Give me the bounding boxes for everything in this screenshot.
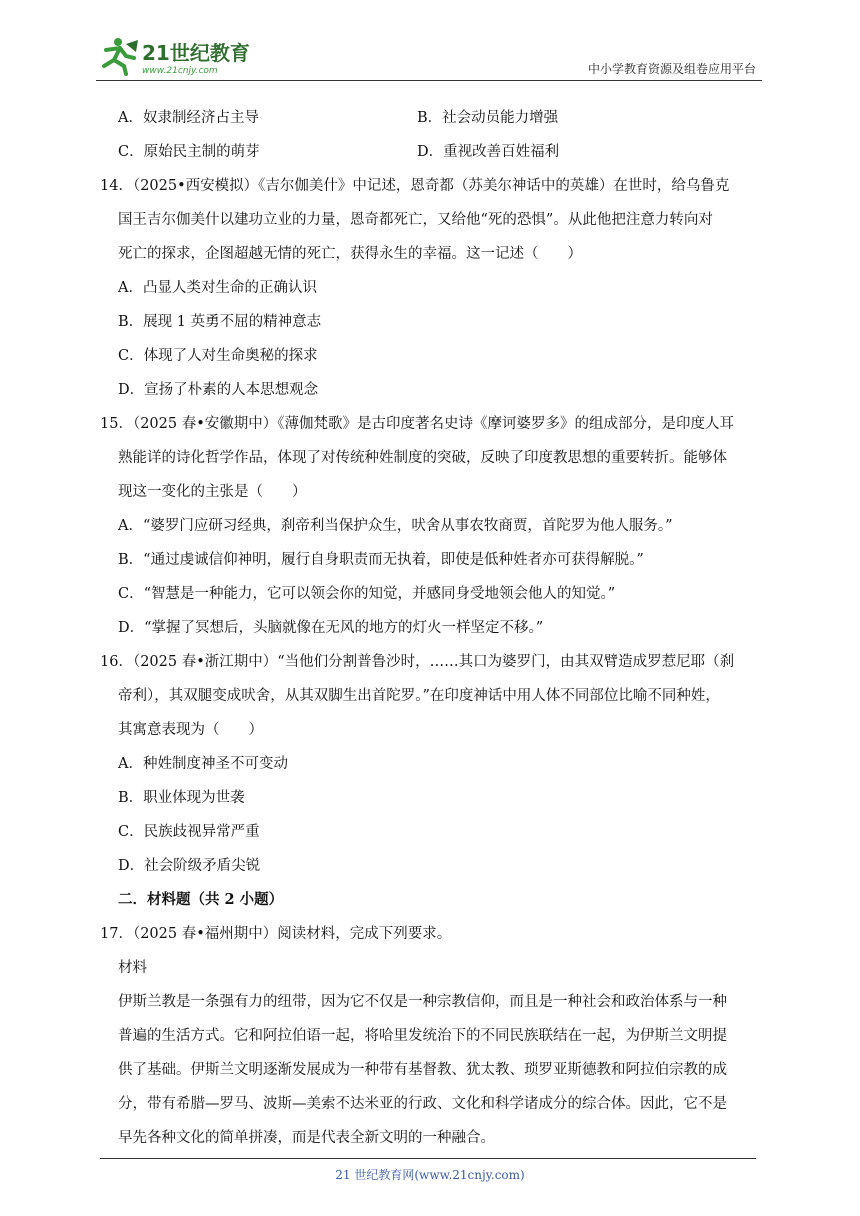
q17-material-line3: 供了基础。伊斯兰文明逐渐发展成为一种带有基督教、犹太教、琐罗亚斯德教和阿拉伯宗教的成 (118, 1062, 727, 1078)
q13-option-d: D．重视改善百姓福利 (417, 144, 560, 160)
q15-option-c: C．“智慧是一种能力，它可以领会你的知觉，并感同身受地领会他人的知觉。” (118, 586, 616, 602)
q16-option-d: D．社会阶级矛盾尖锐 (118, 858, 261, 874)
q16-stem-line3: 其寓意表现为（ ） (118, 722, 263, 738)
q14-option-c: C．体现了人对生命奥秘的探求 (118, 348, 318, 364)
page-header (96, 34, 762, 81)
q17-material-line1: 伊斯兰教是一条强有力的纽带，因为它不仅是一种宗教信仰，而且是一种社会和政治体系与一种 (118, 994, 727, 1010)
q16-option-a: A．种姓制度神圣不可变动 (118, 756, 288, 772)
q15-option-a: A．“婆罗门应研习经典，刹帝利当保护众生，吠舍从事农牧商贾，首陀罗为他人服务。” (118, 518, 673, 534)
q17-material-label: 材料 (118, 960, 147, 976)
q14-option-b: B．展现 1 英勇不屈的精神意志 (118, 314, 322, 330)
q14-option-a: A．凸显人类对生命的正确认识 (118, 280, 317, 296)
q16-option-c: C．民族歧视异常严重 (118, 824, 260, 840)
q17-material-line2: 普遍的生活方式。它和阿拉伯语一起，将哈里发统治下的不同民族联结在一起，为伊斯兰文明提 (118, 1028, 727, 1044)
q17-stem: 17．（2025 春•福州期中）阅读材料，完成下列要求。 (100, 926, 452, 942)
footer-link[interactable]: 21 世纪教育网(www.21cnjy.com) (335, 1168, 525, 1182)
q15-stem-line2: 熟能详的诗化哲学作品，体现了对传统种姓制度的突破，反映了印度教思想的重要转折。能够体 (118, 450, 727, 466)
q14-stem-line2: 国王吉尔伽美什以建功立业的力量，恩奇都死亡，又给他“死的恐惧”。从此他把注意力转向对 (118, 212, 713, 228)
q16-stem-line1: 16．（2025 春•浙江期中）“当他们分割普鲁沙时，……其口为婆罗门，由其双臂造成罗惹尼耶（刹 (100, 654, 735, 670)
q14-stem-line1: 14．（2025•西安模拟）《吉尔伽美什》中记述，恩奇都（苏美尔神话中的英雄）在世时，给乌鲁克 (100, 178, 730, 194)
q14-stem-line3: 死亡的探求，企图超越无情的死亡，获得永生的幸福。这一记述（ ） (118, 246, 582, 262)
q13-option-b: B．社会动员能力增强 (417, 110, 559, 126)
q16-stem-line2: 帝利），其双腿变成吠舍，从其双脚生出首陀罗。”在印度神话中用人体不同部位比喻不同种姓， (118, 688, 720, 704)
q15-option-d: D．“掌握了冥想后，头脑就像在无风的地方的灯火一样坚定不移。” (118, 620, 544, 636)
q17-material-line4: 分，带有希腊—罗马、波斯—美索不达米亚的行政、文化和科学诸成分的综合体。因此，它不是 (118, 1096, 727, 1112)
q15-option-b: B．“通过虔诚信仰神明，履行自身职责而无执着，即使是低种姓者亦可获得解脱。” (118, 552, 644, 568)
platform-name: 中小学教育资源及组卷应用平台 (587, 62, 756, 76)
q13-option-c: C．原始民主制的萌芽 (118, 144, 260, 160)
logo-url-text: www.21cnjy.com (142, 66, 218, 76)
q15-stem-line1: 15．（2025 春•安徽期中）《薄伽梵歌》是古印度著名史诗《摩诃婆罗多》的组成部分，是印度人耳 (100, 416, 735, 432)
footer-divider (100, 1158, 756, 1159)
q16-option-b: B．职业体现为世袭 (118, 790, 245, 806)
q15-stem-line3: 现这一变化的主张是（ ） (118, 484, 307, 500)
q17-material-line5: 早先各种文化的简单拼凑，而是代表全新文明的一种融合。 (118, 1130, 495, 1146)
q14-option-d: D．宣扬了朴素的人本思想观念 (118, 382, 319, 398)
logo-text: 21世纪教育 (142, 41, 250, 65)
section-heading: 二．材料题（共 2 小题） (118, 891, 284, 908)
q13-option-a: A．奴隶制经济占主导 (118, 110, 259, 126)
logo-21cnjy (96, 36, 266, 76)
